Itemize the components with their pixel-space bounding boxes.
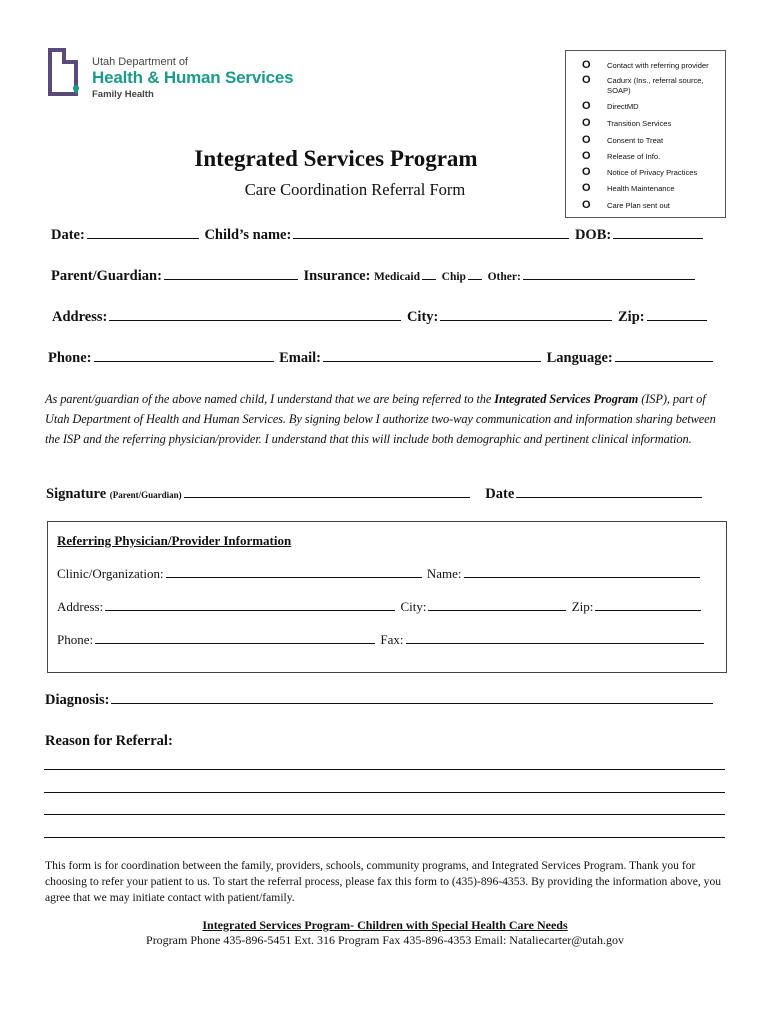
language-field[interactable] [615, 360, 713, 362]
diagnosis-field[interactable] [111, 702, 713, 704]
signature-field[interactable] [184, 496, 470, 498]
reason-for-referral-label: Reason for Referral: [45, 733, 173, 749]
checkbox-circle-icon[interactable]: O [582, 117, 591, 129]
parent-guardian-field[interactable] [164, 278, 298, 280]
footer-contact-info: Program Phone 435-896-5451 Ext. 316 Program Fax 435-896-4353 Email: Nataliecarter@utah.gov [146, 933, 624, 947]
provider-city-field[interactable] [428, 609, 566, 611]
reason-line-4[interactable] [44, 837, 725, 838]
address-field[interactable] [109, 319, 401, 321]
diagnosis-row: Diagnosis: [45, 692, 715, 709]
checkbox-circle-icon[interactable]: O [582, 134, 591, 146]
signature-date-field[interactable] [516, 496, 702, 498]
email-field[interactable] [323, 360, 541, 362]
reason-line-2[interactable] [44, 792, 725, 793]
logo-agency-name: Health & Human Services [92, 68, 294, 87]
referring-section-title: Referring Physician/Provider Information [57, 533, 292, 548]
referring-row-phone: Phone: Fax: [57, 632, 706, 648]
provider-fax-field[interactable] [406, 642, 704, 644]
office-checklist: O Contact with referring provider O Cadurx (Ins., referral source, SOAP) O DirectMD O Transition Services O Consent to Treat O Release of Info. O Notice of Privacy Practices O Health Maintenance O Care Plan sent out [565, 50, 726, 218]
logo-department-text: Utah Department of [92, 56, 188, 68]
patient-row-parent-insurance: Parent/Guardian: Insurance: Medicaid Chip Other: [51, 268, 697, 285]
reason-line-3[interactable] [44, 814, 725, 815]
signature-row: Signature (Parent/Guardian) Date [46, 486, 704, 503]
checkbox-circle-icon[interactable]: O [582, 59, 591, 71]
referring-row-address: Address: City: Zip: [57, 599, 703, 615]
provider-name-field[interactable] [464, 576, 700, 578]
date-field[interactable] [87, 237, 199, 239]
provider-address-field[interactable] [105, 609, 395, 611]
zip-field[interactable] [647, 319, 707, 321]
footer-instructions: This form is for coordination between the family, providers, schools, community programs, and Integrated Services Program. Thank you for choosing to refer your patient to us. To start the referral process, please fax this form to (435)-896-4353. By providing the information above, you agree that we may initiate contact with patient/family. [45, 859, 722, 904]
logo-division-text: Family Health [92, 89, 154, 100]
insurance-other-field[interactable] [523, 278, 695, 280]
patient-row-contact: Phone: Email: Language: [48, 350, 715, 367]
city-field[interactable] [440, 319, 612, 321]
dob-field[interactable] [613, 237, 703, 239]
checkbox-circle-icon[interactable]: O [582, 150, 591, 162]
patient-row-date-name-dob: Date: Child’s name: DOB: [51, 227, 705, 244]
provider-phone-field[interactable] [95, 642, 375, 644]
consent-statement: As parent/guardian of the above named child, I understand that we are being referred to the Integrated Services Program (ISP), part of Utah Department of Health and Human Services. By signing below I authorize two-way communication and information sharing between the ISP and the referring physician/provider. I understand that this will include both demographic and pertinent clinical information. [45, 392, 716, 446]
checkbox-circle-icon[interactable]: O [582, 100, 591, 112]
checkbox-circle-icon[interactable]: O [582, 166, 591, 178]
referring-row-clinic: Clinic/Organization: Name: [57, 566, 702, 582]
clinic-organization-field[interactable] [166, 576, 422, 578]
reason-line-1[interactable] [44, 769, 725, 770]
child-name-field[interactable] [293, 237, 569, 239]
patient-row-address: Address: City: Zip: [52, 309, 709, 326]
checkbox-circle-icon[interactable]: O [582, 74, 591, 86]
form-title: Integrated Services Program [194, 146, 478, 171]
form-subtitle: Care Coordination Referral Form [244, 180, 466, 199]
medicaid-field[interactable] [422, 278, 436, 280]
checkbox-circle-icon[interactable]: O [582, 182, 591, 194]
footer-program-title: Integrated Services Program- Children with Special Health Care Needs [202, 918, 568, 932]
checkbox-circle-icon[interactable]: O [582, 199, 591, 211]
provider-zip-field[interactable] [595, 609, 701, 611]
phone-field[interactable] [94, 360, 274, 362]
chip-field[interactable] [468, 278, 482, 280]
utah-state-logo-icon [46, 48, 82, 100]
